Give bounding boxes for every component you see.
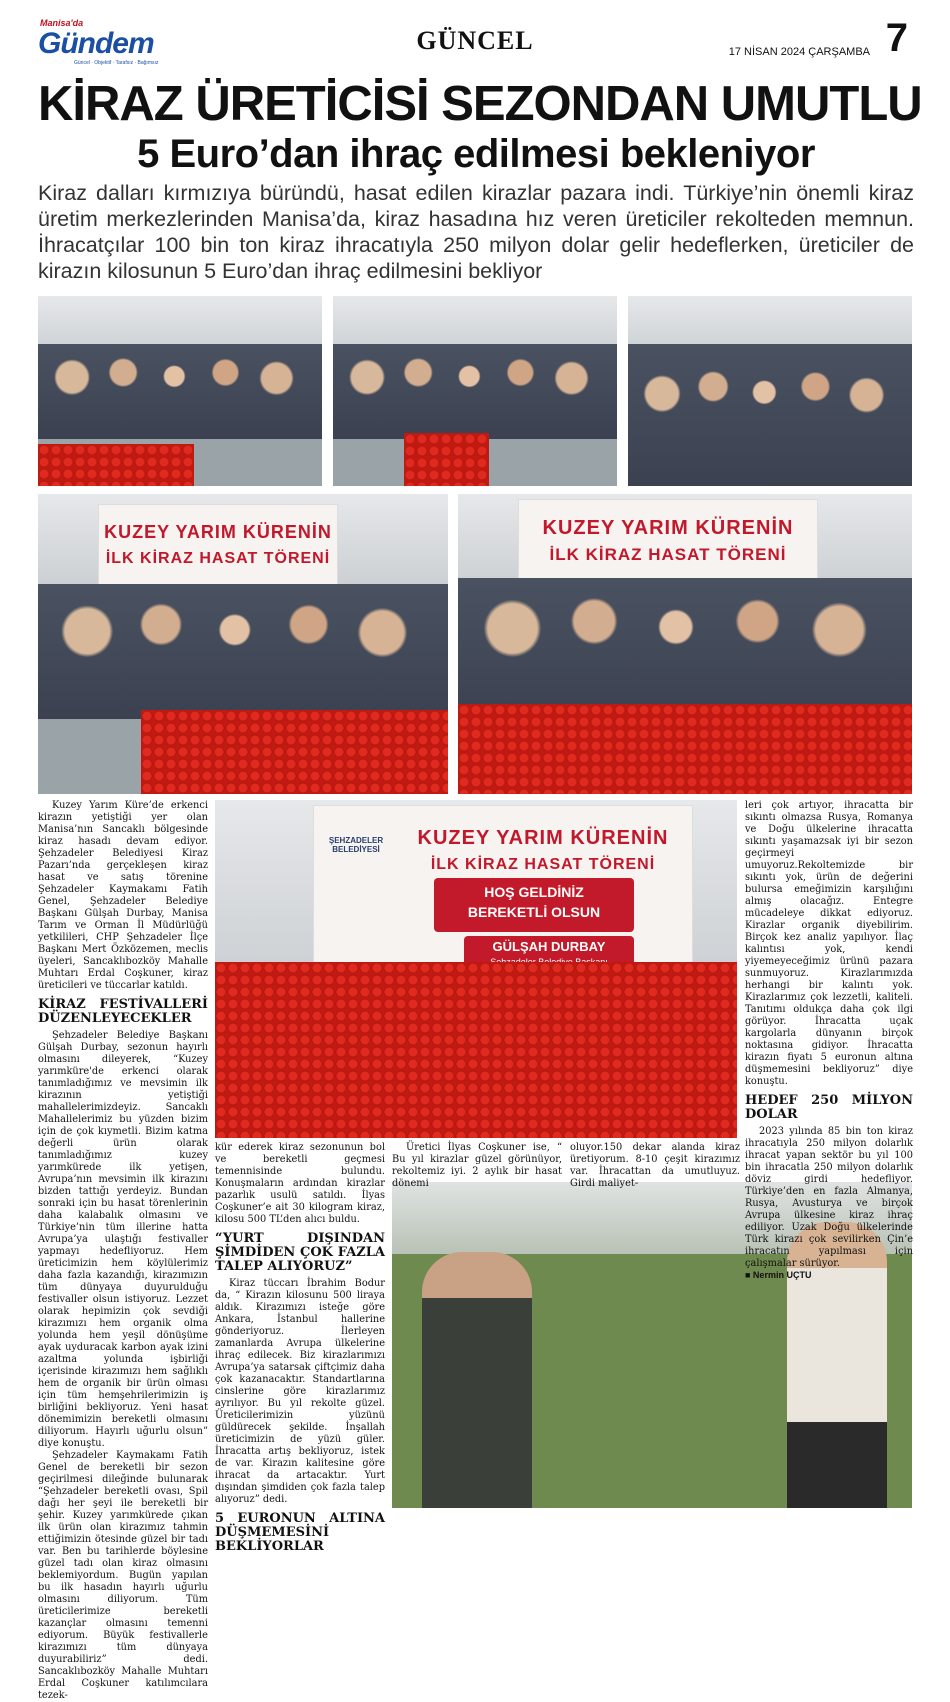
column-2-paragraph-2: Kiraz tüccarı İbrahim Bodur da, “ Kirazın kilosunu 500 liraya aldık. Kirazımızı isteğe göre Ankara, İstanbul hallerine gönderiyoruz. İlerleyen zamanlarda Avrupa ülkelerine ihraç edilecek. Biz kirazlarımızı Avrupa’ya satarsak çiftçimiz daha çok kazanacaktır. Standartlarına cinslerine göre kirazlarımız ayrılıyor. Bu yıl rekolte güzel. Üreticilerimizin yüzünü güldürecek şekilde. İnşallah üreticimizin de yüzü güler. İhracatta artış bekliyoruz, istek de var. Kirazın kalitesine göre ihracat da artacaktır. Yurt dışından şimdiden çok fazla talep alıyoruz” dedi. (215, 1278, 385, 1505)
banner-welcome-1: HOŞ GELDİNİZ (484, 884, 584, 900)
banner-line-2: İLK KİRAZ HASAT TÖRENİ (430, 855, 656, 873)
column-5-paragraph-1: leri çok artıyor, ihracatta bir sıkıntı olmazsa Rusya, Romanya ve Doğu ülkelerine ihracatta sıkıntı yaşamazsak iyi bir sezon geçirmeyi umuyoruz.Rekoltemizde bir sıkıntı yok, ürün de değerini bulursa emeğimizin karşılığını almış olacağız. Entegre mücadeleye dikkat ediyoruz. Kirazlar organik diyebilirim. Birçok kez analiz yapılıyor. İlaç kalıntısı yok, kendi yiyemeyeceğimiz ürünü pazara sunmuyoruz. Kirazlarımızda herhangi bir kalıntı yok. Kirazlarımız çok lezzetli, kaliteli. Tanıtımı oldukça daha çok ilgi görüyor. İhracatta uçak kargolarla dünyanın birçok noktasına gidiyor. İhracatta kirazın fiyatı 5 euronun altına düşmemesini bekliyoruz” diye konuştu. (745, 800, 913, 1087)
photo-people (458, 578, 912, 722)
banner-line-1: KUZEY YARIM KÜRENİN (417, 827, 669, 850)
banner-org: ŞEHZADELER BELEDİYESİ (328, 836, 384, 854)
article-column-3 (392, 1142, 562, 1189)
photo-people (628, 344, 912, 487)
banner-line-2: İLK KİRAZ HASAT TÖRENİ (549, 544, 787, 564)
photo-cherries (141, 710, 449, 794)
photo-people (422, 1252, 532, 1508)
column-1-paragraph-1: Kuzey Yarım Küre’de erkenci kirazın yetiştiği yer olan Manisa’nın Sancaklı bölgesinde kiraz hasadı devam ediyor. Şehzadeler Belediyesi Kiraz Pazarı’nda gerçekleşen kiraz hasat ve satış törenine Şehzadeler Kaymakamı Fatih Genel, Şehzadeler Belediye Başkanı Gülşah Durbay, Manisa Tarım ve Orman İl Müdürlüğü yetkilileri, CHP Şehzadeler İlçe Başkanı Mert Özközemen, meclis üyeleri, Sancaklıbozköy Mahalle Muhtarı Erdal Coşkuner, kiraz üreticileri ve tüccarlar katıldı. (38, 800, 208, 991)
photo-people (333, 344, 617, 439)
logo-tagline: Güncel · Objektif · Tarafsız · Bağımsız (74, 60, 159, 66)
photo-cherries (215, 962, 737, 1138)
author-byline: ■ Nermin UÇTU (745, 1270, 812, 1280)
page-number: 7 (885, 16, 908, 60)
photo-ceremony-1 (38, 296, 322, 486)
photo-ceremony-2 (333, 296, 617, 486)
article-column-1 (38, 800, 208, 1701)
article-column-5 (745, 800, 913, 1280)
banner-welcome-2: BEREKETLİ OLSUN (467, 904, 601, 920)
photo-people (38, 344, 322, 439)
banner-line-1: KUZEY YARIM KÜRENİN (542, 516, 794, 539)
banner-welcome-box (434, 878, 634, 932)
photo-ceremony-3 (628, 296, 912, 486)
column-4-paragraph-1: oluyor.150 dekar alanda kiraz üretiyorum. 8-10 çeşit kirazımız var. İhracattan da umutluyuz. Girdi maliyet- (570, 1142, 740, 1189)
column-2-paragraph-1: kür ederek kiraz sezonunun bol ve bereketli geçmesi temennisinde bulundu. Konuşmaların ardından kirazlar pazarlık usulü satıldı. İlyas Coşkuner’e ait 30 kilogram kiraz, kilosu 500 TL’den alıcı buldu. (215, 1142, 385, 1225)
logo-wordmark: Gündem (38, 27, 154, 60)
article-column-2 (215, 1142, 385, 1554)
column-5-paragraph-2: 2023 yılında 85 bin ton kiraz ihracatıyla 250 milyon dolarlık ihracat yapan sektör bu yıl 100 bin ihracatla 250 milyon dolarlık döviz girdi hedefliyor. Türkiye’den en fazla Almanya, Rusya, Avusturya ve birçok Avrupa ülkesine kiraz ihraç ediliyor. Uzak Doğu ülkelerinde Türk kirazı çok sevilirken Çin’e ihracatın yapılması için çalışmalar sürüyor. (745, 1126, 913, 1269)
subheading-festivals: KİRAZ FESTİVALLERİ DÜZENLEYECEKLER (38, 997, 208, 1026)
column-1-paragraph-2: Şehzadeler Belediye Başkanı Gülşah Durbay, sezonun hayırlı olmasını dileyerek, “Kuzey yarımküre'de erkenci olarak tanımladığımız ve mevsimin ilk kirazının yetiştiği mahallelerimizdeyiz. Sancaklı Mahallelerimiz bu yüzden bizim için de çok kıymetli. Bizim katma değerli ürün olarak tanımladığımız kuzey yarımkürede ilk yetişen, Avrupa’nın mevsimin ilk kirazını bizden tattığı yerdeyiz. Bundan sonraki için bu hasat törenlerinin daha kalabalık olmasını ve Türkiye’nin tüm illerine hatta Avrupa’ya ulaştığı festivaller yapmayı hedefliyoruz. Hem üreticimizin hem köylülerimiz daha fazla kazandığı, kirazımızın tüm dünyaya duyurulduğu festivaller olsun istiyoruz. Lezzet olarak hepimizin çok sevdiği kirazımızı hem organik olma yolunda hem yeşil dönüşüme ayak uyduracak karbon ayak izini azaltma yolunda işbirliği içerisinde kirazımızı hem sağlıklı hem de organik bir ürün olması için tüm hemşehrilerimizin iş birliğini bekliyoruz. Yeni hasat dönemimizin bereketli olmasını diliyorum. Hayırlı uğurlu olsun” diye konuştu. (38, 1030, 208, 1449)
photo-tasting (458, 494, 912, 794)
lead-paragraph: Kiraz dalları kırmızıya büründü, hasat edilen kirazlar pazara indi. Türkiye’nin önemli kiraz üretim merkezlerinden Manisa’da, kiraz hasadına hız veren üreticiler rekolteden memnun. İhracatçılar 100 bin ton kiraz ihracatıyla 250 milyon dolar gelir hedeflerken, üreticiler de kirazın kilosunun 5 Euro’dan ihraç edilmesini bekliyor (38, 181, 914, 283)
photo-people (38, 584, 448, 719)
photo-banner (313, 805, 693, 985)
photo-cherries (404, 433, 489, 486)
column-3-paragraph-1: Üretici İlyas Coşkuner ise, “ Bu yıl kirazlar güzel görünüyor, rekoltemiz iyi. 2 aylık bir hasat dönemi (392, 1142, 562, 1189)
subheadline: 5 Euro’dan ihraç edilmesi bekleniyor (137, 132, 815, 176)
photo-speech (38, 494, 448, 794)
section-title: GÜNCEL (416, 26, 534, 55)
subheading-5-euro: 5 EURONUN ALTINA DÜŞMEMESİNİ BEKLİYORLAR (215, 1511, 385, 1554)
banner-name: GÜLŞAH DURBAY (492, 939, 606, 954)
photo-cherries (458, 704, 912, 794)
banner-line-2: İLK KİRAZ HASAT TÖRENİ (105, 549, 331, 567)
banner-line-1: KUZEY YARIM KÜRENİN (104, 521, 332, 542)
photo-cherry-pile (215, 800, 737, 1138)
issue-date: 17 NİSAN 2024 ÇARŞAMBA (728, 46, 870, 58)
logo-over-text: Manisa'da (40, 18, 84, 28)
subheading-target: HEDEF 250 MİLYON DOLAR (745, 1093, 913, 1122)
article-column-4 (570, 1142, 740, 1189)
photo-cherries (38, 444, 194, 486)
headline: KİRAZ ÜRETİCİSİ SEZONDAN UMUTLU (38, 77, 922, 131)
column-1-paragraph-3: Şehzadeler Kaymakamı Fatih Genel de bereketli bir sezon geçirilmesi dileğinde bulunarak “Şehzadeler bereketli ovası, Spil dağı her şeyi ile bereketli bir şehir. Kuzey yarımkürede çıkan ilk ürün olan kirazımız tahmin ettiğimizin ötesinde güzel bir tadı var. Ben bu tarihlerde böylesine güzel tadı olan kiraz olmasını beklemiyordum. Bugün yapılan bu ilk hasadın hayırlı uğurlu olmasını diliyorum. Tüm üreticilerimize bereketli kazançlar olmasını temenni ediyorum. Büyük festivallerle kirazımızı tüm dünyaya duyurabiliriz” dedi. Sancaklıbozköy Mahalle Muhtarı Erdal Coşkuner katılımcılara tezek- (38, 1450, 208, 1701)
subheading-foreign-demand: “YURT DIŞINDAN ŞİMDİDEN ÇOK FAZLA TALEP ALIYORUZ” (215, 1231, 385, 1274)
